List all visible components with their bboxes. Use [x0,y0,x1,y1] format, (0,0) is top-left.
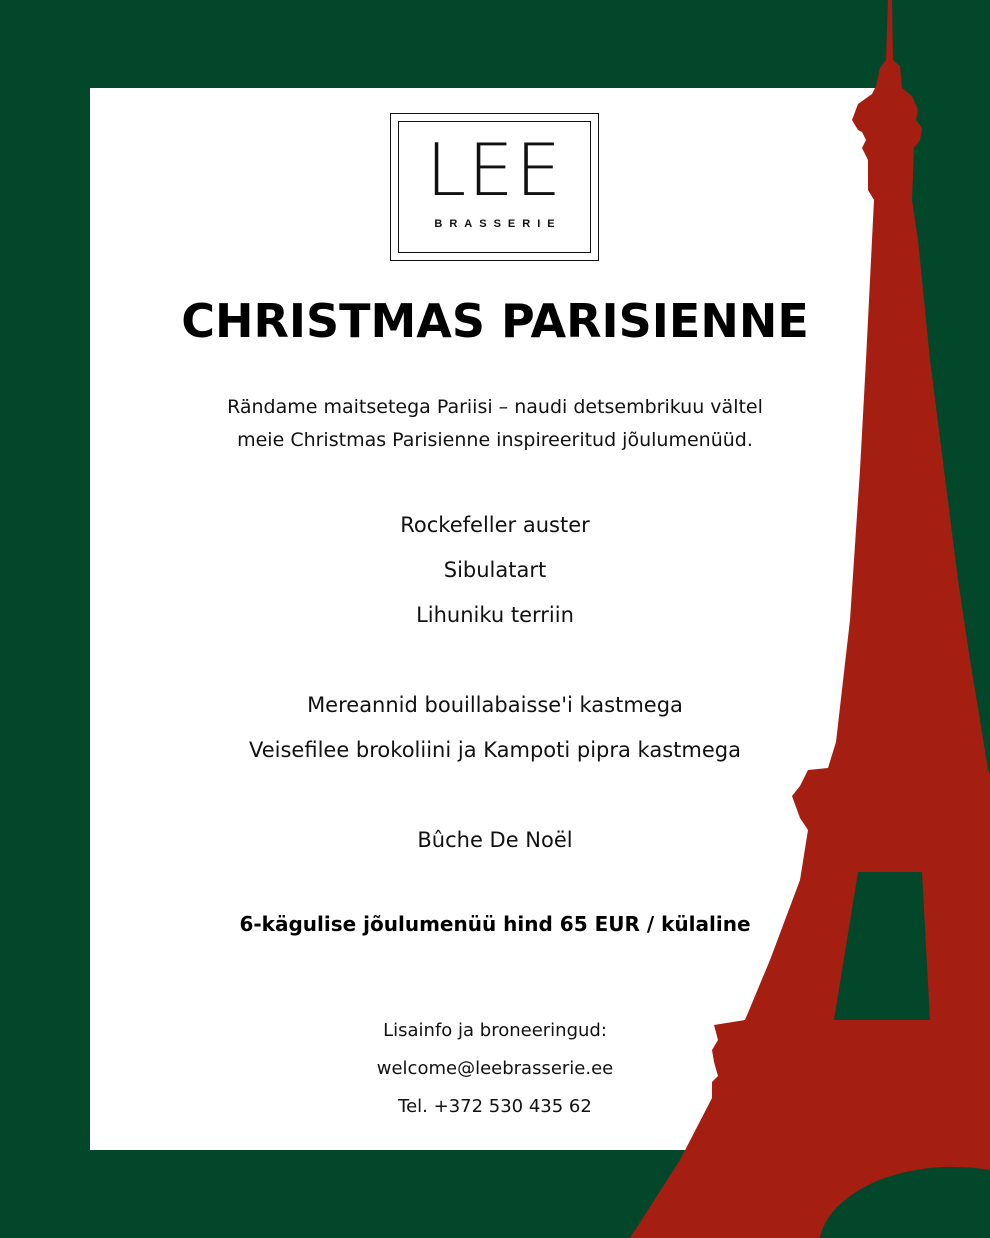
brand-logo [390,113,599,261]
menu-item-main-2: Veisefilee brokoliini ja Kampoti pipra kastmega [249,738,741,762]
intro-text [90,391,900,457]
intro-line-2: meie Christmas Parisienne inspireeritud jõulumenüüd. [237,429,753,451]
page-title: CHRISTMAS PARISIENNE [181,294,809,348]
contact-label: Lisainfo ja broneeringud: [383,1020,607,1041]
brand-logo-main: LEE [425,128,564,212]
contact-email[interactable]: welcome@leebrasserie.ee [376,1058,614,1079]
menu-item-starter-1: Rockefeller auster [400,513,590,537]
intro-line-1: Rändame maitsetega Pariisi – naudi detsembrikuu vältel [227,396,763,418]
menu-item-starter-2: Sibulatart [443,558,547,582]
brand-logo-sub: BRASSERIE [434,218,562,230]
brand-logo-frame [398,121,591,253]
menu-item-starter-3: Lihuniku terriin [416,603,574,627]
menu-price: 6-kägulise jõulumenüü hind 65 EUR / külaline [239,912,751,936]
contact-phone[interactable]: Tel. +372 530 435 62 [398,1096,592,1117]
menu-item-dessert: Bûche De Noël [417,828,573,852]
menu-item-main-1: Mereannid bouillabaisse'i kastmega [307,693,683,717]
